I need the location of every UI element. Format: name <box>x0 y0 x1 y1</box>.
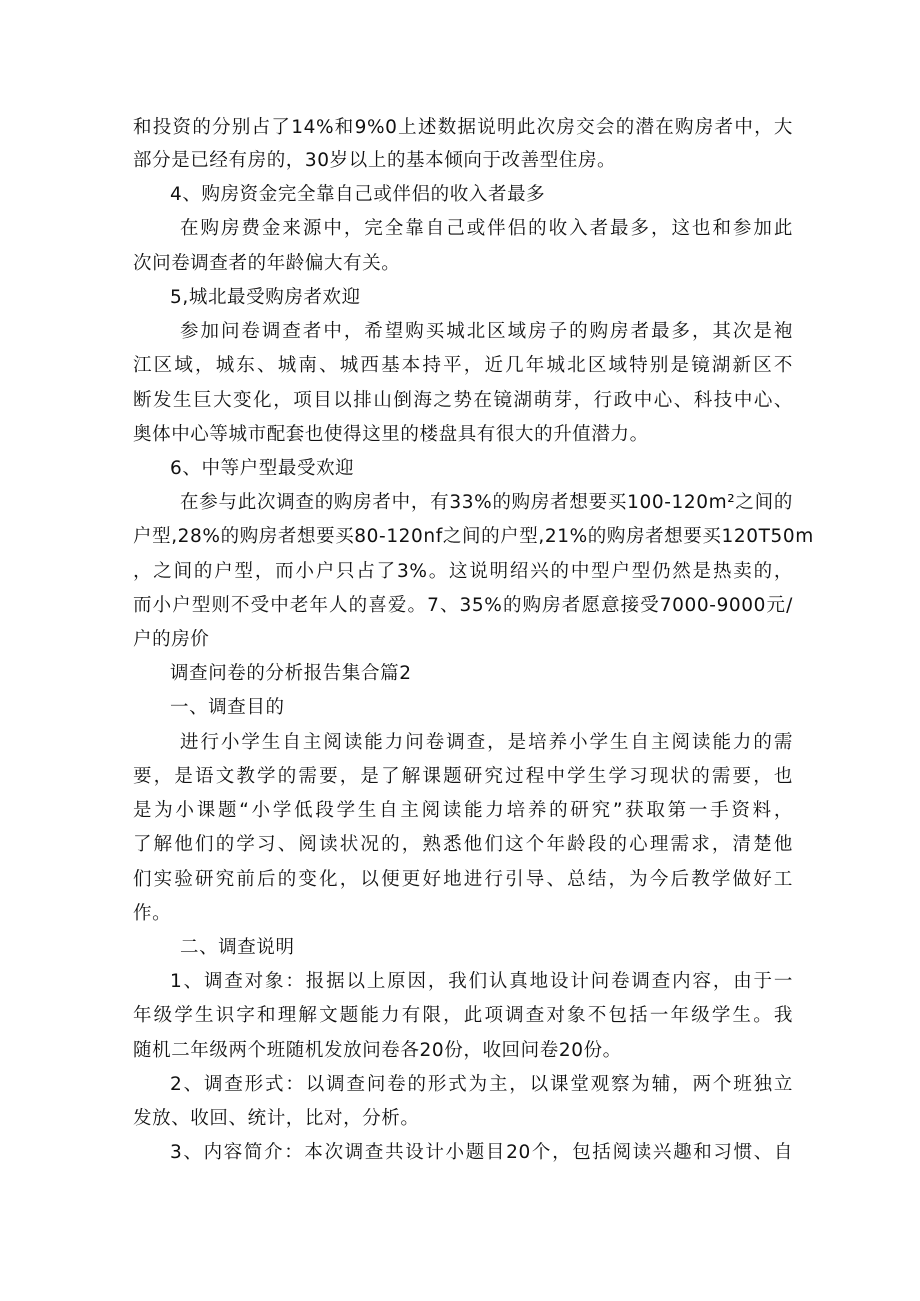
paragraph-line: 和投资的分别占了14%和9%0上述数据说明此次房交会的潜在购房者中，大 <box>133 117 793 138</box>
paragraph-line: 参加问卷调查者中，希望购买城北区域房子的购房者最多，其次是袍 <box>180 321 793 342</box>
paragraph-line: 奥体中心等城市配套也使得这里的楼盘具有很大的升值潜力。 <box>133 424 649 445</box>
paragraph-line: 在购房费金来源中，完全靠自己或伴侣的收入者最多，这也和参加此 <box>180 218 793 239</box>
section-heading: 二、调查说明 <box>180 937 295 958</box>
paragraph-line: 户型,28%的购房者想要买80-120nf之间的户型,21%的购房者想要买120T50m <box>133 526 814 547</box>
section-heading: 4、购房资金完全靠自己或伴侣的收入者最多 <box>170 184 546 205</box>
paragraph-line: 3、内容简介：本次调查共设计小题目20个，包括阅读兴趣和习惯、自 <box>170 1142 793 1163</box>
paragraph-line: 随机二年级两个班随机发放问卷各20份，收回问卷20份。 <box>133 1040 622 1061</box>
paragraph-line: 要，是语文教学的需要，是了解课题研究过程中学生学习现状的需要，也 <box>133 766 793 787</box>
section-heading: 6、中等户型最受欢迎 <box>170 458 355 479</box>
paragraph-line: 在参与此次调查的购房者中，有33%的购房者想要买100-120m²之间的 <box>180 492 793 513</box>
paragraph-line: 进行小学生自主阅读能力问卷调查，是培养小学生自主阅读能力的需 <box>180 732 793 753</box>
paragraph-line: 发放、收回、统计，比对，分析。 <box>133 1108 420 1129</box>
paragraph-line: 而小户型则不受中老年人的喜爱。7、35%的购房者愿意接受7000-9000元/ <box>133 595 793 616</box>
paragraph-line: 年级学生识字和理解文题能力有限，此项调查对象不包括一年级学生。我 <box>133 1005 793 1026</box>
paragraph-line: 2、调查形式：以调查问卷的形式为主，以课堂观察为辅，两个班独立 <box>170 1074 793 1095</box>
paragraph-line: 了解他们的学习、阅读状况的，熟悉他们这个年龄段的心理需求，清楚他 <box>133 834 793 855</box>
paragraph-line: 江区域，城东、城南、城西基本持平，近几年城北区域特别是镜湖新区不 <box>133 355 793 376</box>
paragraph-line: 户的房价 <box>133 629 210 650</box>
paragraph-line: 断发生巨大变化，项目以排山倒海之势在镜湖萌芽，行政中心、科技中心、 <box>133 390 793 411</box>
paragraph-line: 1、调查对象：报据以上原因，我们认真地设计问卷调查内容，由于一 <box>170 971 793 992</box>
section-heading: 一、调查目的 <box>170 697 285 718</box>
paragraph-line: 次问卷调查者的年龄偏大有关。 <box>133 253 401 274</box>
document-title: 调查问卷的分析报告集合篇2 <box>170 663 412 684</box>
paragraph-line: 是为小课题“小学低段学生自主阅读能力培养的研究”获取第一手资料， <box>133 800 793 821</box>
paragraph-line: 作。 <box>133 903 172 924</box>
section-heading: 5,城北最受购房者欢迎 <box>170 287 361 308</box>
paragraph-line: 们实验研究前后的变化，以便更好地进行引导、总结，为今后教学做好工 <box>133 869 793 890</box>
paragraph-line: ，之间的户型，而小户只占了3%。这说明绍兴的中型户型仍然是热卖的， <box>133 561 793 582</box>
paragraph-line: 部分是已经有房的，30岁以上的基本倾向于改善型住房。 <box>133 150 617 171</box>
